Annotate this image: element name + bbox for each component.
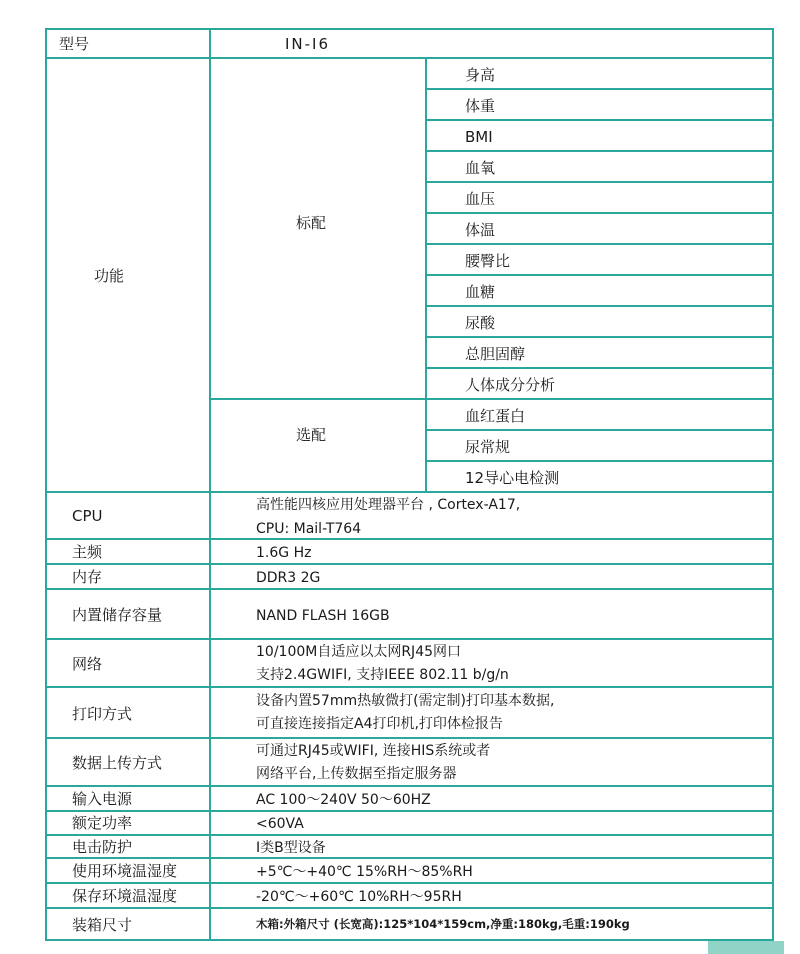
spec-value-rated-power: <60VA (256, 816, 304, 832)
spec-label-upload: 数据上传方式 (72, 754, 163, 772)
spec-label-cpu: CPU (72, 507, 103, 525)
spec-label-shock-protection: 电击防护 (72, 838, 133, 856)
standard-item: 尿酸 (465, 314, 496, 332)
spec-value-storage-env: -20℃～+60℃ 10%RH～95RH (256, 889, 462, 905)
spec-value-storage: NAND FLASH 16GB (256, 608, 390, 624)
spec-value-memory: DDR3 2G (256, 570, 321, 586)
standard-item: 总胆固醇 (465, 345, 526, 363)
spec-label-storage-env: 保存环境温湿度 (72, 887, 178, 905)
spec-value-network-1: 10/100M自适应以太网RJ45网口 (256, 644, 462, 660)
spec-label-network: 网络 (72, 655, 103, 673)
spec-label-memory: 内存 (72, 568, 103, 586)
standard-item: 血糖 (465, 283, 496, 301)
spec-value-packing-size: 木箱:外箱尺寸 (长宽高):125*104*159cm,净重:180kg,毛重:190kg (256, 917, 630, 931)
spec-value-upload-1: 可通过RJ45或WIFI, 连接HIS系统或者 (256, 743, 491, 759)
standard-item: 血氧 (465, 159, 496, 177)
spec-label-print: 打印方式 (72, 705, 133, 723)
spec-label-storage: 内置储存容量 (72, 606, 163, 624)
spec-value-network-2: 支持2.4GWIFI, 支持IEEE 802.11 b/g/n (256, 667, 509, 683)
spec-label-frequency: 主频 (72, 543, 103, 561)
spec-label-operating-env: 使用环境温湿度 (72, 862, 178, 880)
standard-item: 人体成分分析 (465, 376, 556, 394)
decorative-corner-tab (708, 941, 784, 954)
spec-label-power-input: 输入电源 (72, 790, 133, 808)
spec-value-print-1: 设备内置57mm热敏微打(需定制)打印基本数据, (256, 693, 555, 709)
optional-label: 选配 (296, 426, 327, 444)
optional-item: 血红蛋白 (465, 407, 526, 425)
standard-item: 血压 (465, 190, 496, 208)
model-value: IN-I6 (285, 35, 331, 53)
spec-value-cpu-1: 高性能四核应用处理器平台 , Cortex-A17, (256, 497, 521, 513)
optional-item: 12导心电检测 (465, 469, 560, 487)
spec-value-upload-2: 网络平台,上传数据至指定服务器 (256, 766, 457, 782)
standard-item: 身高 (465, 66, 496, 84)
spec-value-shock-protection: I类B型设备 (256, 840, 326, 856)
model-label: 型号 (59, 35, 90, 53)
spec-table (45, 28, 774, 941)
standard-item: 腰臀比 (465, 252, 511, 270)
spec-value-frequency: 1.6G Hz (256, 545, 312, 561)
function-label: 功能 (94, 267, 125, 285)
spec-value-operating-env: +5℃～+40℃ 15%RH～85%RH (256, 864, 473, 880)
standard-label: 标配 (296, 214, 327, 232)
spec-value-cpu-2: CPU: Mail-T764 (256, 521, 362, 537)
spec-label-packing-size: 装箱尺寸 (72, 916, 133, 934)
optional-item: 尿常规 (465, 438, 511, 456)
spec-value-power-input: AC 100～240V 50～60HZ (256, 792, 431, 808)
spec-value-print-2: 可直接连接指定A4打印机,打印体检报告 (256, 716, 503, 732)
standard-item: BMI (465, 128, 493, 146)
standard-item: 体温 (465, 221, 496, 239)
standard-item: 体重 (465, 97, 496, 115)
spec-label-rated-power: 额定功率 (72, 814, 133, 832)
